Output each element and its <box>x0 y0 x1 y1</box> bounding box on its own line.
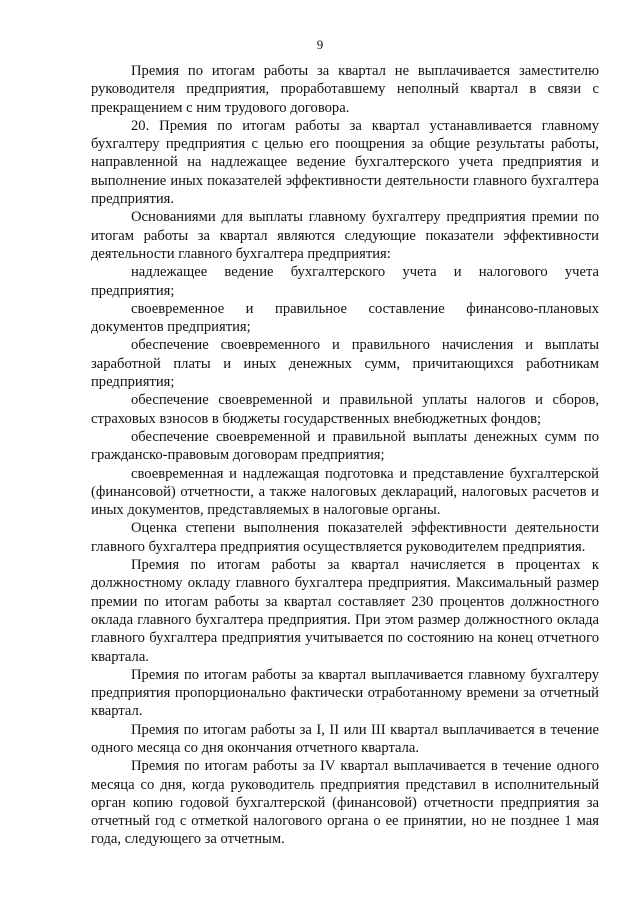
document-body <box>91 62 599 849</box>
paragraph: своевременное и правильное составление финансово-плановых документов предприятия; <box>91 300 599 336</box>
paragraph: Оценка степени выполнения показателей эффективности деятельности главного бухгалтера предприятия осуществляется руководителем предприятия. <box>91 520 599 555</box>
paragraph: Премия по итогам работы за I, II или III квартал выплачивается в течение одного месяца со дня окончания отчетного квартала. <box>91 721 599 756</box>
paragraph: своевременная и надлежащая подготовка и представление бухгалтерской (финансовой) отчетности, а также налоговых деклараций, налоговых расчетов и иных документов, представляемых в налоговые органы. <box>91 465 599 519</box>
paragraph: надлежащее ведение бухгалтерского учета и налогового учета предприятия; <box>91 264 599 299</box>
paragraph: обеспечение своевременной и правильной уплаты налогов и сборов, страховых взносов в бюджеты государственных внебюджетных фондов; <box>91 392 599 427</box>
paragraph: Премия по итогам работы за IV квартал выплачивается в течение одного месяца со дня, когда руководитель предприятия представил в исполнительный орган копию годовой бухгалтерской (финансовой) отчетности предприятия за отчетный год с отметкой налогового органа о ее принятии, но не позднее 1 мая года, следующего за отчетным. <box>91 758 599 848</box>
paragraph: обеспечение своевременной и правильной выплаты денежных сумм по гражданско-правовым договорам предприятия; <box>91 428 599 464</box>
paragraph: Премия по итогам работы за квартал начисляется в процентах к должностному окладу главного бухгалтера предприятия. Максимальный размер премии по итогам работы за квартал составляет 230 процентов должностного оклада главного бухгалтера предприятия. При этом размер должностного оклада главного бухгалтера предприятия учитывается по состоянию на конец отчетного квартала. <box>91 557 599 665</box>
paragraph: Премия по итогам работы за квартал не выплачивается заместителю руководителя предприятия, проработавшему неполный квартал в связи с прекращением с ним трудового договора. <box>91 63 599 116</box>
paragraph: Основаниями для выплаты главному бухгалтеру предприятия премии по итогам работы за квартал являются следующие показатели эффективности деятельности главного бухгалтера предприятия: <box>91 209 599 262</box>
paragraph: обеспечение своевременного и правильного начисления и выплаты заработной платы и иных денежных сумм, причитающихся работникам предприятия; <box>91 337 599 391</box>
paragraph: 20. Премия по итогам работы за квартал устанавливается главному бухгалтеру предприятия с целью его поощрения за общие результаты работы, направленной на надлежащее ведение бухгалтерского учета предприятия и выполнение иных показателей эффективности деятельности главного бухгалтера предприятия. <box>91 117 599 208</box>
page-number: 9 <box>316 37 324 52</box>
paragraph: Премия по итогам работы за квартал выплачивается главному бухгалтеру предприятия пропорционально фактически отработанному времени за отчетный квартал. <box>91 666 599 720</box>
